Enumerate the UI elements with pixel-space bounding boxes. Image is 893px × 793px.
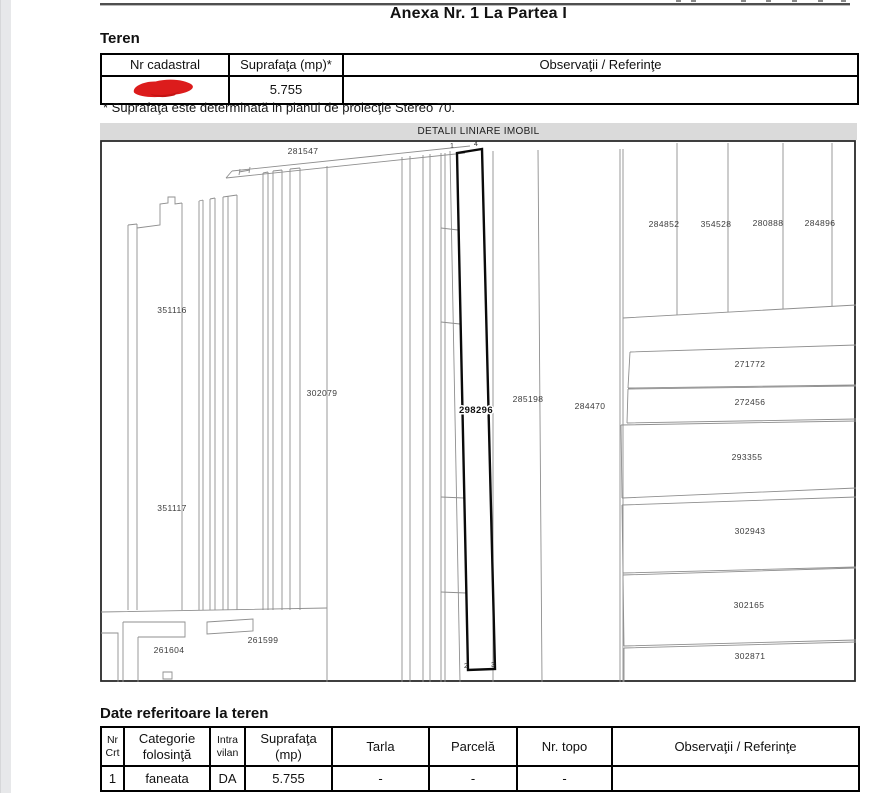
parcel-label: 302079 bbox=[306, 388, 338, 398]
cell-nr-topo: - bbox=[517, 766, 612, 791]
parcel-lines-right-top bbox=[623, 143, 856, 318]
parcel-label: 302165 bbox=[733, 600, 765, 610]
cell-categorie: faneata bbox=[124, 766, 210, 791]
parcel-label: 284470 bbox=[574, 401, 606, 411]
parcel-label: 261599 bbox=[247, 635, 279, 645]
parcel-label: 302943 bbox=[734, 526, 766, 536]
col-nr-crt: Nr Crt bbox=[101, 727, 124, 766]
cell-observatii bbox=[612, 766, 859, 791]
top-edge-text-fragment bbox=[766, 0, 771, 2]
map-title-bar bbox=[100, 123, 857, 140]
parcel-label: 351117 bbox=[157, 503, 187, 513]
parcel-label: 284852 bbox=[648, 219, 680, 229]
map-title: DETALII LINIARE IMOBIL bbox=[417, 126, 540, 137]
page-title: Anexa Nr. 1 La Partea I bbox=[389, 5, 568, 22]
parcel-label: 272456 bbox=[734, 397, 766, 407]
col-intra-vilan: Intra vilan bbox=[210, 727, 245, 766]
top-edge-text-fragment bbox=[841, 0, 846, 2]
date-teren-header-row bbox=[101, 727, 859, 766]
teren-col-observatii: Observaţii / Referinţe bbox=[343, 54, 858, 76]
cell-parcela: - bbox=[429, 766, 517, 791]
parcel-label: 261604 bbox=[153, 645, 185, 655]
top-edge-text-fragment bbox=[818, 0, 823, 2]
subject-parcel-label: 298296 bbox=[458, 405, 494, 416]
parcel-label: 285198 bbox=[512, 394, 544, 404]
col-observatii-referinte: Observaţii / Referinţe bbox=[612, 727, 859, 766]
suprafata-footnote: * Suprafaţa este determinată in planul de proiecţie Stereo 70. bbox=[103, 100, 455, 115]
teren-heading: Teren bbox=[100, 30, 140, 47]
teren-col-suprafata: Suprafaţa (mp)* bbox=[229, 54, 343, 76]
parcel-label: 271772 bbox=[734, 359, 766, 369]
parcel-label: 293355 bbox=[731, 452, 763, 462]
vertex-label: 2 bbox=[464, 663, 468, 670]
cell-suprafata: 5.755 bbox=[245, 766, 332, 791]
top-edge-text-fragment bbox=[792, 0, 797, 2]
parcel-label: 280888 bbox=[752, 218, 784, 228]
cadastral-map bbox=[100, 140, 857, 683]
map-container bbox=[100, 140, 857, 683]
col-suprafata-mp: Suprafaţa (mp) bbox=[245, 727, 332, 766]
date-teren-data-row bbox=[101, 766, 859, 791]
vertex-label: 4 bbox=[474, 141, 478, 148]
parcel-label: 302871 bbox=[734, 651, 766, 661]
parcel-label: 351116 bbox=[157, 305, 187, 315]
cell-intra-vilan: DA bbox=[210, 766, 245, 791]
parcel-lines-left-strips bbox=[128, 151, 460, 682]
top-edge-text-fragment bbox=[676, 0, 681, 2]
parcel-label: 281547 bbox=[287, 146, 319, 156]
teren-table bbox=[100, 53, 859, 105]
col-categorie-folosinta: Categorie folosinţă bbox=[124, 727, 210, 766]
vertex-label: 3 bbox=[491, 662, 495, 669]
top-edge-text-fragment bbox=[691, 0, 696, 2]
top-edge-text-fragment bbox=[741, 0, 746, 2]
col-tarla: Tarla bbox=[332, 727, 429, 766]
date-teren-heading: Date referitoare la teren bbox=[100, 705, 269, 722]
parcel-lines-bottom-band bbox=[101, 608, 327, 682]
col-parcela: Parcelă bbox=[429, 727, 517, 766]
suprafata-value: 5.755 bbox=[229, 76, 343, 104]
parcel-lines-middle bbox=[493, 149, 623, 682]
date-teren-table bbox=[100, 726, 860, 792]
page-left-margin-strip bbox=[0, 0, 11, 793]
parcel-lines-right-strips bbox=[621, 345, 856, 682]
parcel-label: 284896 bbox=[804, 218, 836, 228]
cell-tarla: - bbox=[332, 766, 429, 791]
col-nr-topo: Nr. topo bbox=[517, 727, 612, 766]
parcel-label: 354528 bbox=[700, 219, 732, 229]
vertex-label: 1 bbox=[450, 143, 454, 150]
cell-nr-crt: 1 bbox=[101, 766, 124, 791]
teren-col-nr-cadastral: Nr cadastral bbox=[101, 54, 229, 76]
